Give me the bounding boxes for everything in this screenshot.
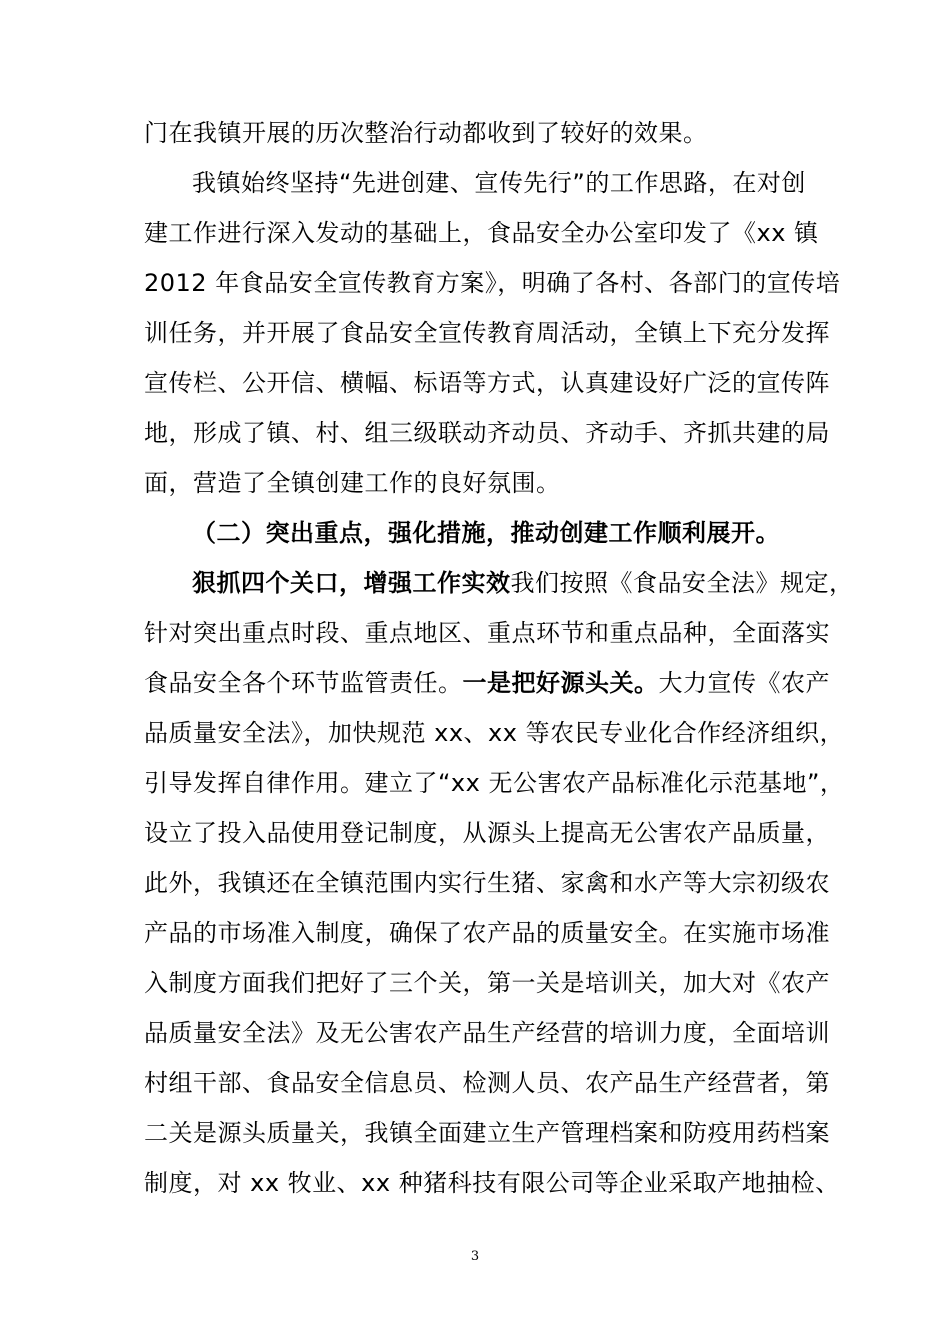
paragraph-3-line: 产品的市场准入制度，确保了农产品的质量安全。在实施市场准 [144, 919, 830, 947]
paragraph-3-line: 品质量安全法》及无公害农产品生产经营的培训力度，全面培训 [144, 1019, 830, 1047]
line-text: 食品安全各个环节监管责任。 [144, 669, 463, 697]
paragraph-1-line: 门在我镇开展的历次整治行动都收到了较好的效果。 [144, 119, 708, 147]
line-text: 我们按照《食品安全法》规定， [510, 569, 854, 597]
paragraph-3-line: 此外，我镇还在全镇范围内实行生猪、家禽和水产等大宗初级农 [144, 869, 830, 897]
paragraph-3-line: 制度，对 xx 牧业、xx 种猪科技有限公司等企业采取产地抽检、 [144, 1169, 840, 1197]
paragraph-3-line [144, 558, 854, 608]
paragraph-2-line: 训任务，并开展了食品安全宣传教育周活动，全镇上下充分发挥 [144, 319, 830, 347]
paragraph-2-line: 2012 年食品安全宣传教育方案》，明确了各村、各部门的宣传培 [144, 269, 841, 297]
paragraph-3-line: 设立了投入品使用登记制度，从源头上提高无公害农产品质量， [144, 819, 830, 847]
paragraph-2-line: 我镇始终坚持“先进创建、宣传先行”的工作思路，在对创 [192, 169, 806, 197]
line-text: 大力宣传《农产 [658, 669, 830, 697]
paragraph-3-line: 品质量安全法》，加快规范 xx、xx 等农民专业化合作经济组织， [144, 719, 845, 747]
paragraph-3-line: 针对突出重点时段、重点地区、重点环节和重点品种，全面落实 [144, 619, 830, 647]
bold-phrase: 一是把好源头关。 [462, 669, 659, 697]
paragraph-3-line: 入制度方面我们把好了三个关，第一关是培训关，加大对《农产 [144, 969, 830, 997]
paragraph-3-line: 引导发挥自律作用。建立了“xx 无公害农产品标准化示范基地”， [144, 769, 845, 797]
paragraph-2-line: 地，形成了镇、村、组三级联动齐动员、齐动手、齐抓共建的局 [144, 419, 830, 447]
paragraph-3-line [144, 658, 830, 708]
paragraph-2-line: 建工作进行深入发动的基础上，食品安全办公室印发了《xx 镇 [144, 219, 819, 247]
paragraph-2-line: 宣传栏、公开信、横幅、标语等方式，认真建设好广泛的宣传阵 [144, 369, 830, 397]
paragraph-2-line: 面，营造了全镇创建工作的良好氛围。 [144, 469, 561, 497]
bold-lead-phrase: 狠抓四个关口，增强工作实效 [192, 569, 511, 597]
paragraph-3-line: 村组干部、食品安全信息员、检测人员、农产品生产经营者，第 [144, 1069, 830, 1097]
page-number: 3 [470, 1249, 480, 1264]
paragraph-3-line: 二关是源头质量关，我镇全面建立生产管理档案和防疫用药档案 [144, 1119, 830, 1147]
section-heading: （二）突出重点，强化措施，推动创建工作顺利展开。 [192, 519, 780, 547]
document-body [144, 108, 854, 1208]
